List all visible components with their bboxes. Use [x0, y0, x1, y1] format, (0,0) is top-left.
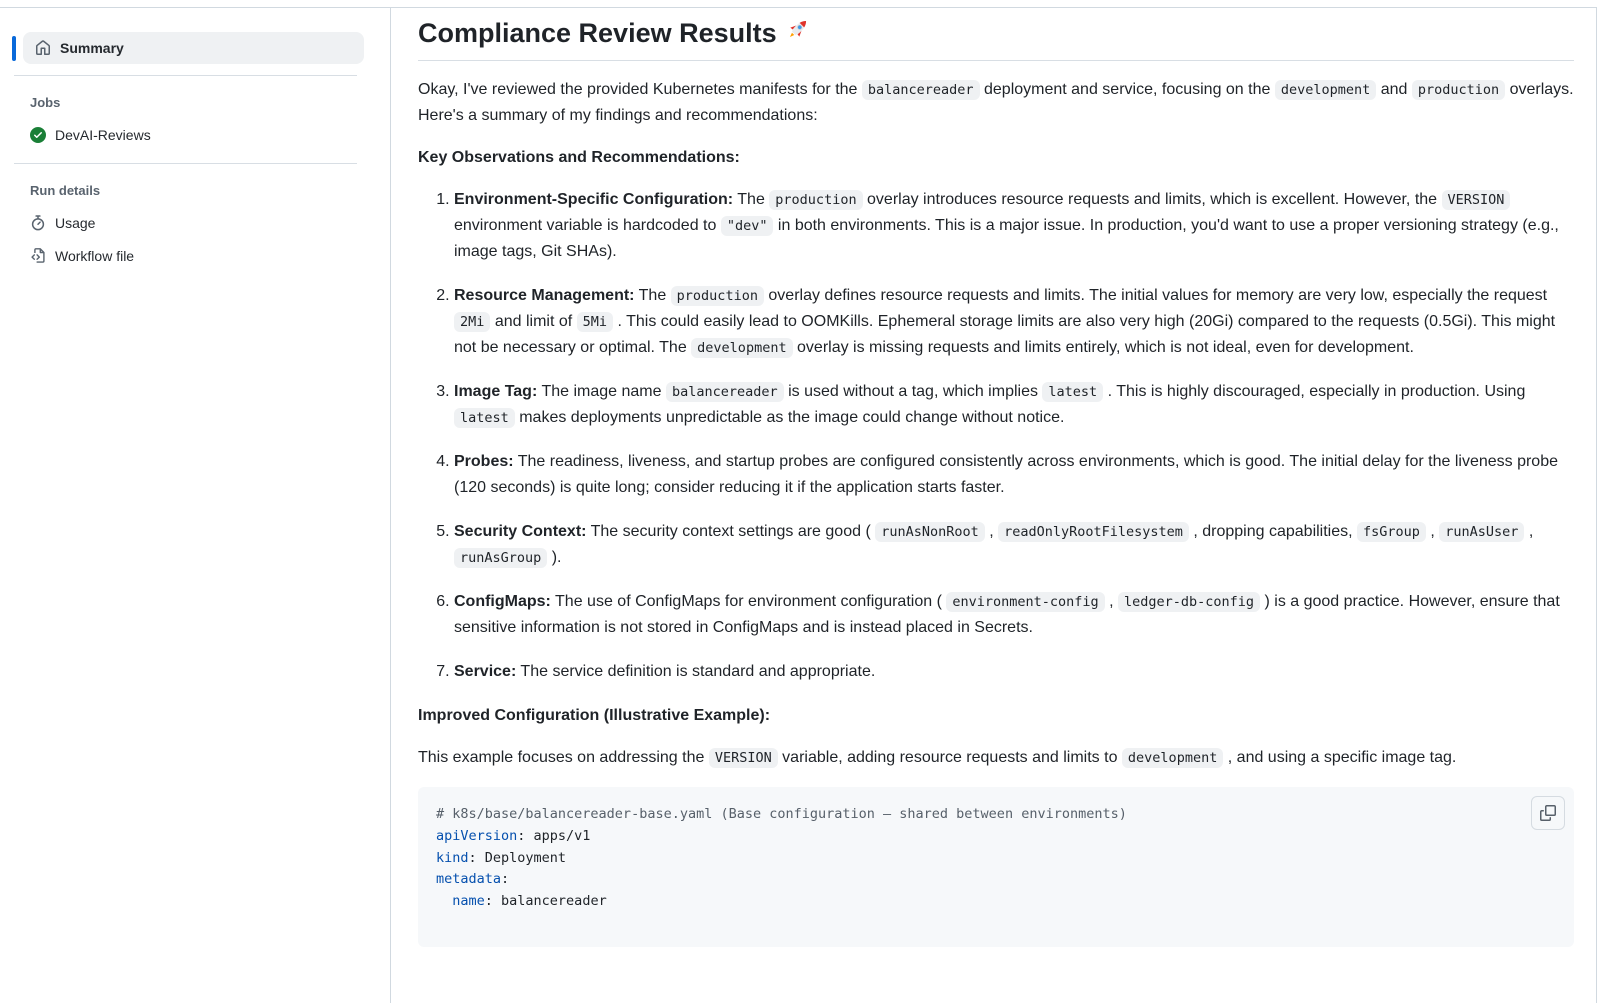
- sidebar-item-summary[interactable]: [23, 32, 364, 64]
- list-item: 4. Probes: The readiness, liveness, and startup probes are configured consistently across environments, which is good. The initial delay for the liveness probe (120 seconds) is quite long; consider reducing it if the application starts faster.: [454, 449, 1574, 501]
- sidebar-divider: [14, 75, 357, 76]
- list-item: 7. Service: The service definition is standard and appropriate.: [454, 659, 1574, 685]
- copy-code-button[interactable]: [1531, 796, 1565, 830]
- run-detail-label: Usage: [55, 215, 96, 231]
- jobs-section-title: Jobs: [30, 95, 61, 110]
- code-line: apiVersion: apps/v1: [436, 827, 591, 844]
- job-label: DevAI-Reviews: [55, 127, 151, 143]
- run-summary-content: [391, 8, 1596, 1003]
- check-circle-icon: [30, 127, 46, 143]
- home-icon: [35, 40, 51, 56]
- run-detail-label: Workflow file: [55, 248, 135, 264]
- list-item: 5. Security Context: The security context settings are good ( runAsNonRoot , readOnlyRootFilesystem , dropping capabilities, fsGroup , runAsUser , runAsGroup ).: [454, 519, 1574, 571]
- sidebar-divider: [14, 163, 357, 164]
- code-line: metadata:: [436, 871, 510, 888]
- list-item: 3. Image Tag: The image name balancereader is used without a tag, which implies latest . This is highly discouraged, especially in production. Using latest makes deployments unpredictable as the image could change without notice.: [454, 379, 1574, 431]
- list-item: 1. Environment-Specific Configuration: The production overlay introduces resource requests and limits, which is excellent. However, the VERSION environment variable is hardcoded to "dev" in both environments. This is a major issue. In production, you'd want to use a proper versioning strategy (e.g., image tags, Git SHAs).: [454, 187, 1574, 265]
- improved-config-intro: This example focuses on addressing the VERSION variable, adding resource requests and limits to development , and using a specific image tag.: [418, 749, 1457, 767]
- active-indicator: [12, 36, 16, 61]
- code-line: # k8s/base/balancereader-base.yaml (Base configuration — shared between environments): [436, 806, 1127, 823]
- list-item: 6. ConfigMaps: The use of ConfigMaps for environment configuration ( environment-config , ledger-db-config ) is a good practice. However, ensure that sensitive information is not stored in ConfigMaps and is instead placed in Secrets.: [454, 589, 1574, 641]
- sidebar-item-label: Summary: [60, 40, 124, 56]
- copy-icon: [1540, 805, 1556, 821]
- sidebar-item-workflow-file[interactable]: [30, 248, 360, 264]
- stopwatch-icon: [30, 215, 46, 231]
- code-line: name: balancereader: [452, 892, 607, 909]
- page-title: Compliance Review Results: [418, 16, 1574, 61]
- workflow-run-panel: [0, 7, 1597, 1003]
- improved-config-heading: Improved Configuration (Illustrative Example):: [418, 707, 771, 725]
- list-item: 2. Resource Management: The production overlay defines resource requests and limits. The initial values for memory are very low, especially the request 2Mi and limit of 5Mi . This could easily lead to OOMKills. Ephemeral storage limits are also very high (20Gi) compared to the requests (0.5Gi). This might not be necessary or optimal. The development overlay is missing requests and limits entirely, which is not ideal, even for development.: [454, 283, 1574, 361]
- run-details-section-title: Run details: [30, 183, 101, 198]
- sidebar-item-job-devai-reviews[interactable]: [30, 127, 360, 143]
- observations-heading: Key Observations and Recommendations:: [418, 149, 740, 167]
- intro-paragraph: Okay, I've reviewed the provided Kubernetes manifests for the balancereader deployment and service, focusing on the development and production overlays. Here's a summary of my findings and recommendations:: [418, 81, 1574, 125]
- code-line: kind: Deployment: [436, 849, 567, 866]
- rocket-emoji: [785, 16, 811, 51]
- observations-list: [418, 187, 1574, 685]
- run-sidebar: [0, 8, 391, 1003]
- yaml-code-block: [418, 787, 1574, 947]
- file-code-icon: [30, 248, 46, 264]
- sidebar-item-usage[interactable]: [30, 215, 360, 231]
